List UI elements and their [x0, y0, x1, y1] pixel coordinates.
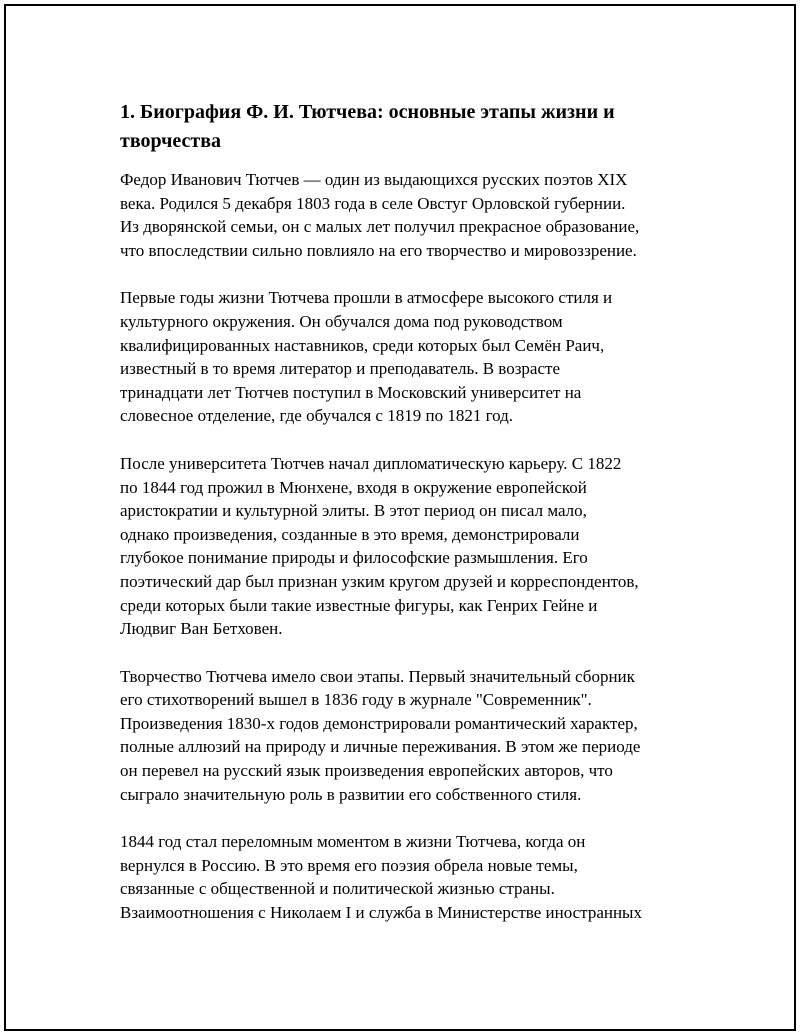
text-line: После университета Тютчев начал дипломатическую карьеру. С 1822 — [120, 453, 622, 473]
text-line: Произведения 1830-х годов демонстрировали романтический характер, — [120, 713, 638, 733]
text-line: тринадцати лет Тютчев поступил в Московский университет на — [120, 382, 582, 402]
text-line: что впоследствии сильно повлияло на его творчество и мировоззрение. — [120, 240, 637, 260]
text-line: среди которых были такие известные фигуры, как Генрих Гейне и — [120, 595, 598, 615]
section-heading — [120, 98, 696, 156]
text-line: Взаимоотношения с Николаем I и служба в Министерстве иностранных — [120, 903, 642, 923]
heading-line: творчества — [120, 130, 222, 152]
paragraph-2 — [120, 286, 696, 428]
text-line: словесное отделение, где обучался с 1819 по 1821 год. — [120, 406, 514, 426]
text-line: квалифицированных наставников, среди которых был Семён Раич, — [120, 335, 605, 355]
document-body — [120, 98, 696, 949]
text-line: 1844 год стал переломным моментом в жизни Тютчева, когда он — [120, 832, 586, 852]
text-line: культурного окружения. Он обучался дома под руководством — [120, 311, 563, 331]
text-line: его стихотворений вышел в 1836 году в журнале "Современник". — [120, 690, 592, 710]
paragraph-5 — [120, 830, 696, 924]
text-line: он перевел на русский язык произведения европейских авторов, что — [120, 761, 613, 781]
text-line: поэтический дар был признан узким кругом друзей и корреспондентов, — [120, 571, 639, 591]
text-line: аристократии и культурной элиты. В этот период он писал мало, — [120, 501, 587, 521]
text-line: известный в то время литератор и преподаватель. В возрасте — [120, 359, 560, 379]
text-line: связанные с общественной и политической жизнью страны. — [120, 879, 555, 899]
text-line: полные аллюзий на природу и личные переживания. В этом же периоде — [120, 737, 641, 757]
text-line: однако произведения, созданные в это время, демонстрировали — [120, 524, 580, 544]
text-line: вернулся в Россию. В это время его поэзия обрела новые темы, — [120, 855, 578, 875]
text-line: Творчество Тютчева имело свои этапы. Первый значительный сборник — [120, 666, 635, 686]
text-line: века. Родился 5 декабря 1803 года в селе Овстуг Орловской губернии. — [120, 193, 626, 213]
document-page — [4, 4, 796, 1031]
text-line: Первые годы жизни Тютчева прошли в атмосфере высокого стиля и — [120, 288, 613, 308]
paragraph-4 — [120, 665, 696, 807]
text-line: Людвиг Ван Бетховен. — [120, 619, 283, 639]
text-line: по 1844 год прожил в Мюнхене, входя в окружение европейской — [120, 477, 587, 497]
paragraph-3 — [120, 452, 696, 641]
text-line: Федор Иванович Тютчев — один из выдающихся русских поэтов XIX — [120, 170, 628, 189]
text-line: Из дворянской семьи, он с малых лет получил прекрасное образование, — [120, 217, 640, 237]
paragraph-1 — [120, 168, 696, 262]
text-line: сыграло значительную роль в развитии его собственного стиля. — [120, 784, 582, 804]
heading-line: 1. Биография Ф. И. Тютчева: основные этапы жизни и — [120, 101, 615, 123]
text-line: глубокое понимание природы и философские размышления. Его — [120, 548, 588, 568]
